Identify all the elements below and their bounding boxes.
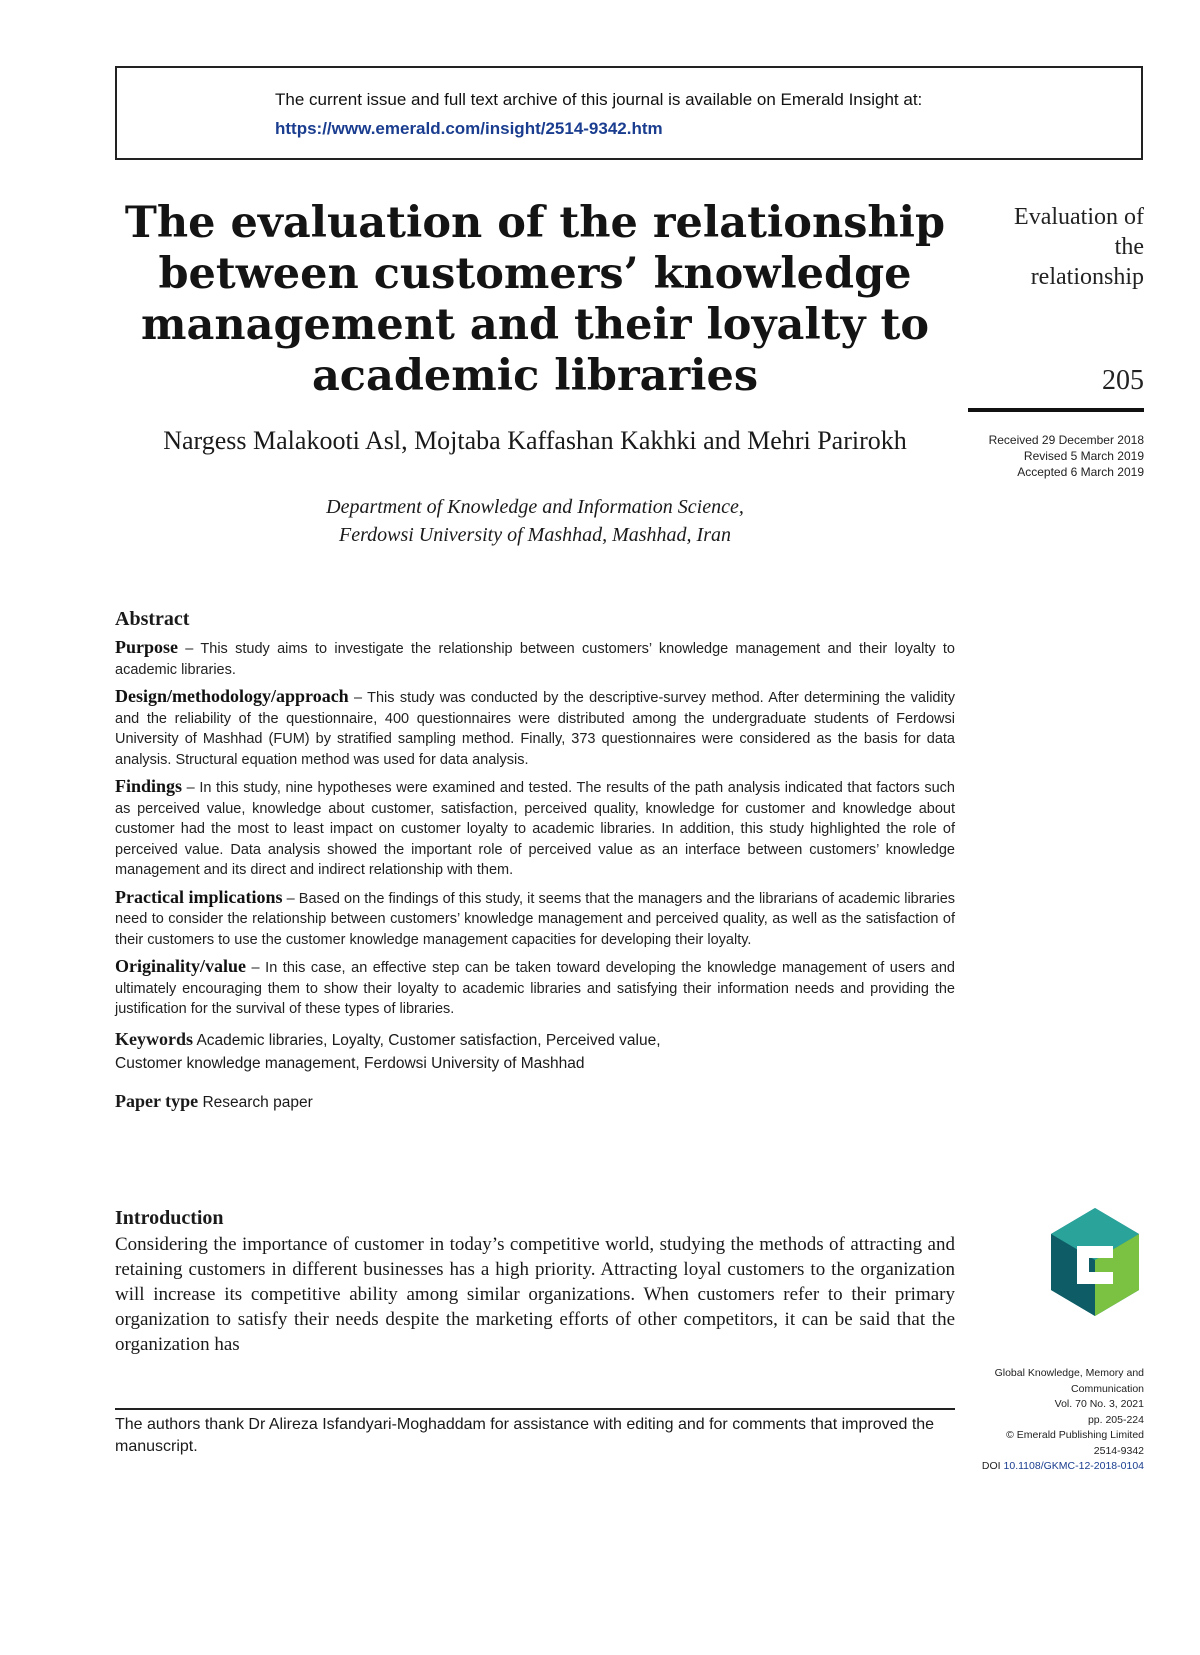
keywords-line-2: Customer knowledge management, Ferdowsi University of Mashhad bbox=[115, 1054, 585, 1072]
abstract-practical bbox=[115, 887, 955, 951]
abstract-purpose bbox=[115, 637, 955, 680]
journal-line-5: © Emerald Publishing Limited bbox=[1006, 1429, 1144, 1441]
journal-url-link[interactable]: https://www.emerald.com/insight/2514-9342.htm bbox=[275, 119, 663, 138]
affiliation bbox=[115, 493, 955, 549]
keywords-line-1: Academic libraries, Loyalty, Customer satisfaction, Perceived value, bbox=[193, 1031, 661, 1049]
doi-line bbox=[944, 1459, 1144, 1475]
running-head-line-3: relationship bbox=[1030, 264, 1144, 290]
purpose-text: – This study aims to investigate the relationship between customers’ knowledge management and their loyalty to academic libraries. bbox=[115, 641, 955, 678]
introduction-section bbox=[115, 1207, 955, 1357]
originality-text: – In this case, an effective step can be taken toward developing the knowledge management of users and ultimately encouraging them to show their loyalty to academic libraries and satisfying their information needs and providing the justification for the survival of these types of libraries. bbox=[115, 960, 955, 1017]
introduction-heading: Introduction bbox=[115, 1207, 224, 1229]
originality-label: Originality/value bbox=[115, 956, 247, 976]
running-head bbox=[944, 202, 1144, 292]
accepted-date: Accepted 6 March 2019 bbox=[1017, 465, 1144, 479]
paper-type-label: Paper type bbox=[115, 1090, 199, 1111]
abstract-originality bbox=[115, 956, 955, 1020]
abstract-design bbox=[115, 686, 955, 770]
journal-line-3: Vol. 70 No. 3, 2021 bbox=[1054, 1398, 1144, 1410]
running-head-line-2: the bbox=[1114, 234, 1144, 260]
paper-authors: Nargess Malakooti Asl, Mojtaba Kaffashan Kakhki and Mehri Parirokh bbox=[163, 426, 907, 455]
abstract-section bbox=[115, 608, 955, 1112]
abstract-findings bbox=[115, 776, 955, 881]
footnote-rule bbox=[115, 1408, 955, 1410]
acknowledgement-footnote: The authors thank Dr Alireza Isfandyari-Moghaddam for assistance with editing and for comments that improved the manuscript. bbox=[115, 1416, 935, 1455]
affiliation-line-2: Ferdowsi University of Mashhad, Mashhad, Iran bbox=[338, 524, 731, 546]
keywords bbox=[115, 1028, 955, 1075]
journal-line-4: pp. 205-224 bbox=[1087, 1413, 1144, 1426]
journal-archive-banner bbox=[115, 66, 1143, 160]
findings-label: Findings bbox=[115, 776, 183, 796]
paper-type bbox=[115, 1091, 955, 1112]
submission-dates bbox=[944, 432, 1144, 480]
received-date: Received 29 December 2018 bbox=[988, 433, 1144, 447]
introduction-text: Considering the importance of customer in today’s competitive world, studying the methods of attracting and retaining customers in different businesses has a high priority. Attracting loyal customers to the organization will increase its competitive ability among similar organizations. When customers refer to their primary organization to satisfy their needs despite the marketing efforts of other competitors, it can be said that the organization has bbox=[115, 1234, 955, 1355]
journal-info bbox=[944, 1366, 1144, 1475]
paper-title: The evaluation of the relationship between customers’ knowledge management and their loyalty to academic libraries bbox=[124, 198, 946, 401]
page-number: 205 bbox=[1102, 365, 1144, 396]
doi-link[interactable]: 10.1108/GKMC-12-2018-0104 bbox=[1003, 1460, 1144, 1472]
revised-date: Revised 5 March 2019 bbox=[1023, 449, 1144, 463]
journal-line-1: Global Knowledge, Memory and bbox=[994, 1367, 1144, 1379]
practical-text: – Based on the findings of this study, it seems that the managers and the librarians of academic libraries need to consider the relationship between customers’ knowledge management and perceived quality, as well as the satisfaction of their customers to use the customer knowledge management capacities for developing their loyalty. bbox=[115, 890, 956, 948]
doi-label: DOI bbox=[981, 1460, 1004, 1472]
keywords-label: Keywords bbox=[115, 1028, 193, 1049]
abstract-heading: Abstract bbox=[115, 608, 190, 630]
findings-text: – In this study, nine hypotheses were examined and tested. The results of the path analysis indicated that factors such as perceived value, knowledge about customer, satisfaction, perceived quality, knowledge for customer and knowledge about customer had the most to least impact on customer loyalty to academic libraries. In addition, this study highlighted the role of perceived value. Data analysis showed the important role of perceived value as an interface between customers’ knowledge management and its direct and indirect relationship with them. bbox=[115, 780, 955, 878]
banner-text: The current issue and full text archive of this journal is available on Emerald Insight at: bbox=[275, 90, 923, 109]
purpose-label: Purpose bbox=[115, 637, 178, 657]
journal-line-6: 2514-9342 bbox=[1093, 1444, 1144, 1457]
emerald-publishing-logo-icon bbox=[1047, 1206, 1143, 1318]
design-label: Design/methodology/approach bbox=[115, 686, 349, 706]
design-text: – This study was conducted by the descriptive-survey method. After determining the validity and the reliability of the questionnaire, 400 questionnaires were distributed among the undergraduate students of Ferdowsi University of Mashhad (FUM) by stratified sampling method. Finally, 373 questionnaires were considered as the basis for data analysis. Structural equation method was used for data analysis. bbox=[115, 690, 955, 768]
paper-type-text: Research paper bbox=[198, 1093, 313, 1111]
margin-divider bbox=[968, 408, 1144, 412]
running-head-line-1: Evaluation of bbox=[1014, 204, 1144, 230]
journal-line-2: Communication bbox=[1071, 1382, 1144, 1395]
practical-label: Practical implications bbox=[115, 886, 283, 907]
affiliation-line-1: Department of Knowledge and Information Science, bbox=[326, 496, 744, 518]
